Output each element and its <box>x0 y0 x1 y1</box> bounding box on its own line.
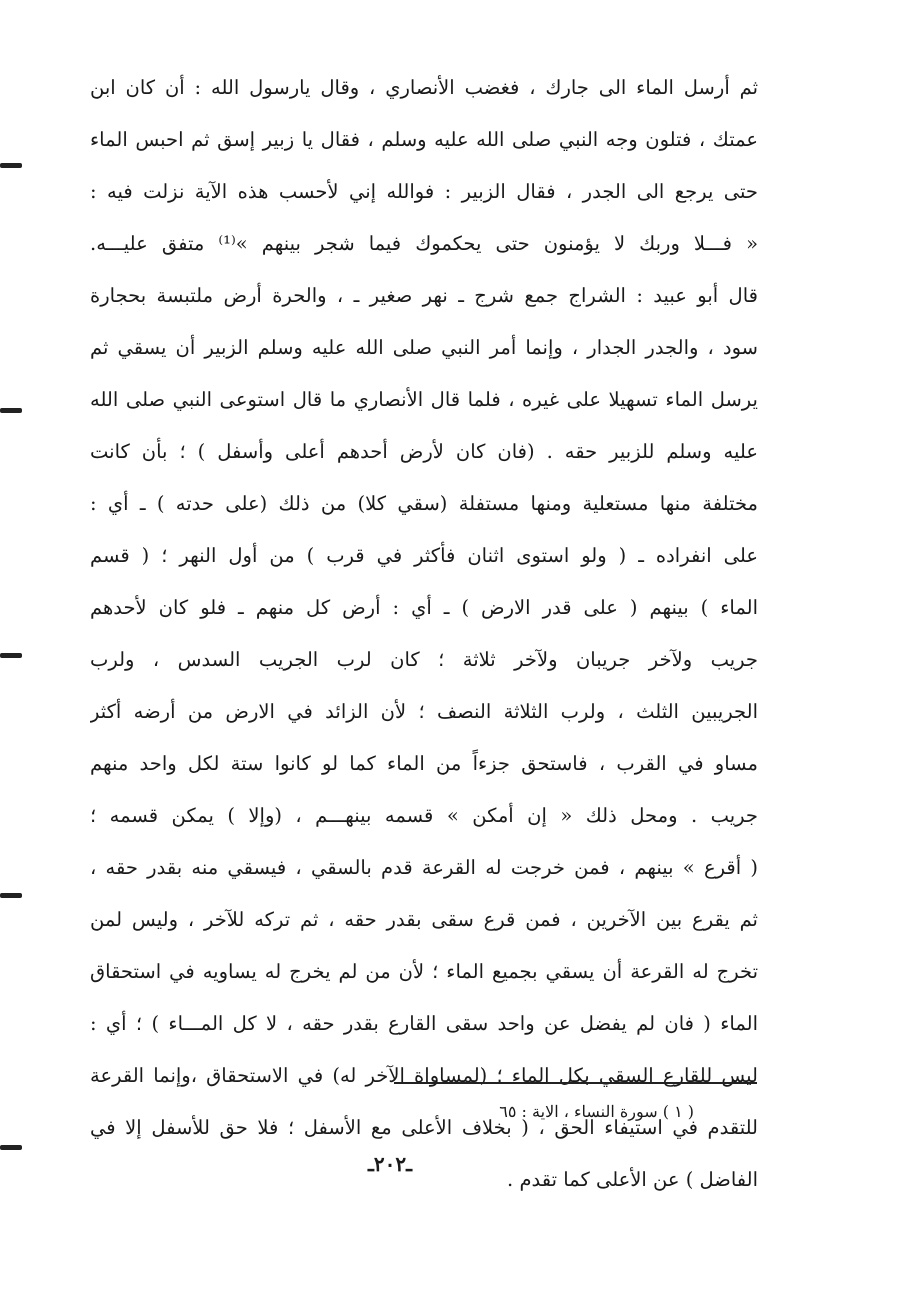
text-line: قال أبو عبيد : الشراج جمع شرج ـ نهر صغير ـ ، والحرة أرض ملتبسة بحجارة <box>90 284 758 307</box>
text-line: جريب . ومحل ذلك « إن أمكن » قسمه بينهـــم ، (وإلا ) يمكن قسمه ؛ <box>90 804 758 827</box>
text-line: ثم يقرع بين الآخرين ، فمن قرع سقى بقدر حقه ، ثم تركه للآخر ، وليس لمن <box>90 908 758 931</box>
margin-binding-mark <box>0 653 22 658</box>
text-line: مختلفة منها مستعلية ومنها مستفلة (سقي كلا) من ذلك (على حدته ) ـ أي : <box>90 492 758 515</box>
footnote-separator <box>394 1082 757 1084</box>
text-line: جريب ولآخر جريبان ولآخر ثلاثة ؛ كان لرب الجريب السدس ، ولرب <box>90 648 758 671</box>
main-text <box>90 62 758 1206</box>
text-line: على انفراده ـ ( ولو استوى اثنان فأكثر في قرب ) من أول النهر ؛ ( قسم <box>90 544 758 567</box>
text-line: ليس للقارع السقي بكل الماء ؛ (لمساواة الآخر له) في الاستحقاق ،وإنما القرعة <box>90 1064 758 1087</box>
margin-binding-mark <box>0 163 22 168</box>
text-line: الفاضل ) عن الأعلى كما تقدم . <box>507 1168 758 1191</box>
text-line: الماء ( فان لم يفضل عن واحد سقى القارع بقدر حقه ، لا كل المـــاء ) ؛ أي : <box>90 1012 758 1035</box>
text-line: تخرج له القرعة أن يسقي بجميع الماء ؛ لأن من لم يخرج له يساويه في استحقاق <box>90 960 758 983</box>
text-line: ثم أرسل الماء الى جارك ، فغضب الأنصاري ، وقال يارسول الله : أن كان ابن <box>90 76 758 99</box>
text-line: الجريبين الثلث ، ولرب الثلاثة النصف ؛ لأن الزائد في الارض من أرضه أكثر <box>90 700 758 723</box>
text-line: عليه وسلم للزبير حقه . (فان كان لأرض أحدهم أعلى وأسفل ) ؛ بأن كانت <box>90 440 758 463</box>
text-line: للتقدم في استيفاء الحق ، ( بخلاف الأعلى مع الأسفل ؛ فلا حق للأسفل إلا في <box>90 1116 758 1139</box>
text-line: سود ، والجدر الجدار ، وإنما أمر النبي صلى الله عليه وسلم الزبير أن يسقي ثم <box>90 336 758 359</box>
text-line: عمتك ، فتلون وجه النبي صلى الله عليه وسلم ، فقال يا زبير إسق ثم احبس الماء <box>90 128 758 151</box>
text-line: « فـــلا وربك لا يؤمنون حتى يحكموك فيما شجر بينهم »⁽¹⁾ متفق عليـــه. <box>90 232 758 255</box>
margin-binding-mark <box>0 408 22 413</box>
footnote: ( ١ ) سورة النساء ، الاية : ٦٥ <box>499 1102 694 1121</box>
text-line: يرسل الماء تسهيلا على غيره ، فلما قال الأنصاري ما قال استوعى النبي صلى الله <box>90 388 758 411</box>
margin-binding-mark <box>0 1145 22 1150</box>
text-line: مساو في القرب ، فاستحق جزءاً من الماء كما لو كانوا ستة لكل واحد منهم <box>90 752 758 775</box>
text-line: حتى يرجع الى الجدر ، فقال الزبير : فوالله إني لأحسب هذه الآية نزلت فيه : <box>90 180 758 203</box>
text-line: ( أقرع » بينهم ، فمن خرجت له القرعة قدم بالسقي ، فيسقي منه بقدر حقه ، <box>90 856 758 879</box>
text-line: الماء ) بينهم ( على قدر الارض ) ـ أي : أرض كل منهم ـ فلو كان لأحدهم <box>90 596 758 619</box>
page-number: ـ٢٠٢ـ <box>368 1152 412 1176</box>
margin-binding-mark <box>0 893 22 898</box>
